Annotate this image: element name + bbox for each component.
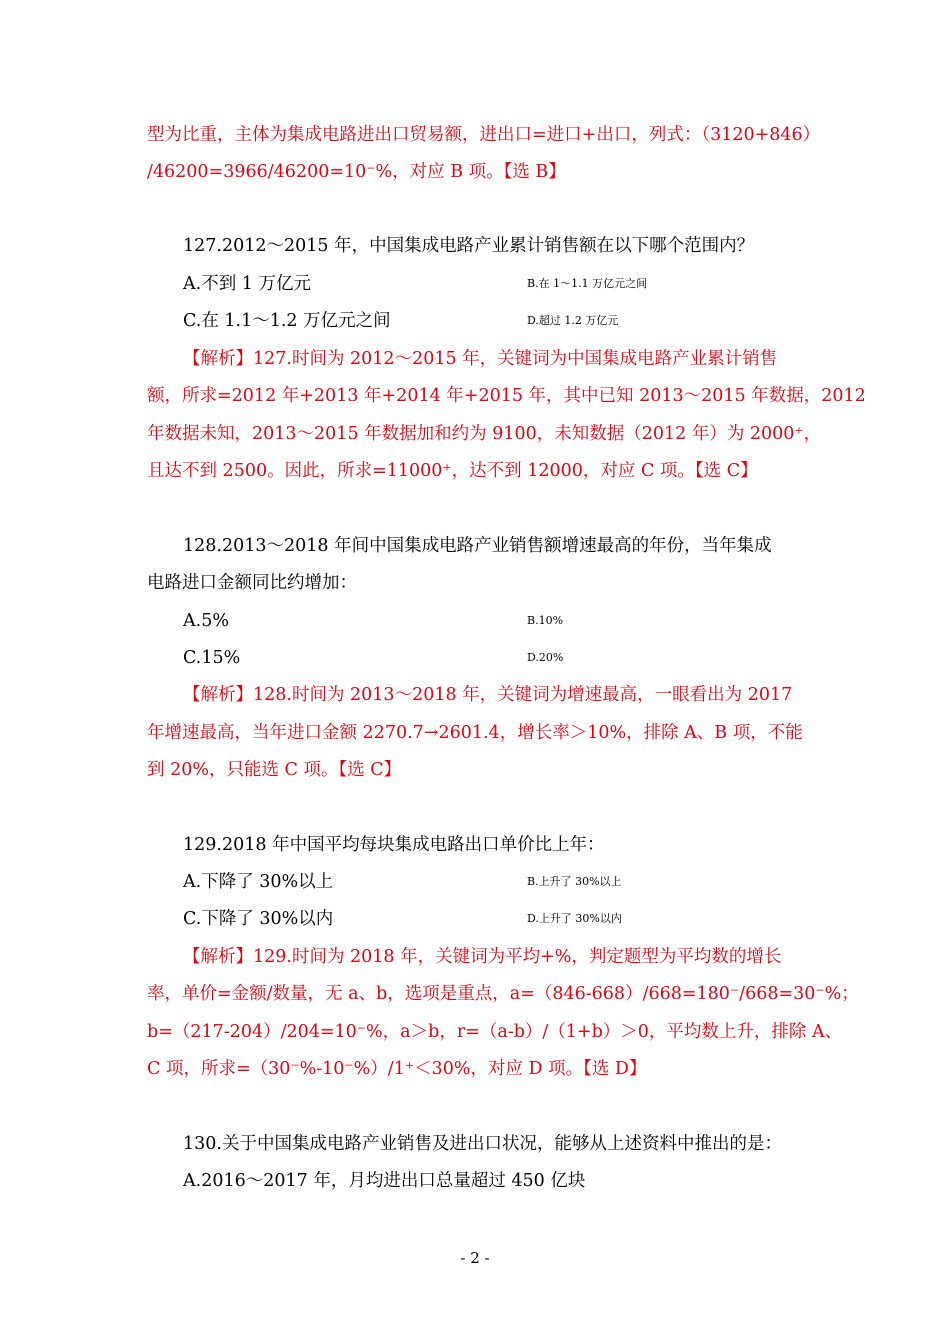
question-127-analysis-line-4: 且达不到 2500。因此，所求=11000⁺，达不到 12000，对应 C 项。【选 C】 xyxy=(147,461,758,481)
question-127-option-c: C.在 1.1～1.2 万亿元之间 xyxy=(183,311,391,331)
question-128-analysis-line-3: 到 20%，只能选 C 项。【选 C】 xyxy=(147,760,402,780)
intro-analysis-line-1: 型为比重，主体为集成电路进出口贸易额，进出口=进口+出口，列式：（3120+846） xyxy=(147,125,821,145)
question-127-option-a: A.不到 1 万亿元 xyxy=(183,274,311,294)
question-128-option-b: B.10% xyxy=(527,614,564,627)
question-128-analysis-line-1: 【解析】128.时间为 2013～2018 年，关键词为增速最高，一眼看出为 2017 xyxy=(183,685,793,705)
question-129-analysis-line-1: 【解析】129.时间为 2018 年，关键词为平均+%，判定题型为平均数的增长 xyxy=(183,947,782,967)
question-129-option-a: A.下降了 30%以上 xyxy=(183,872,334,892)
question-128-text-line-1: 128.2013～2018 年间中国集成电路产业销售额增速最高的年份，当年集成 xyxy=(183,536,772,556)
question-129-option-c: C.下降了 30%以内 xyxy=(183,909,334,929)
question-129-option-d: D.上升了 30%以内 xyxy=(527,912,622,925)
question-128-text-line-2: 电路进口金额同比约增加： xyxy=(147,573,357,593)
question-128-option-a: A.5% xyxy=(183,611,229,631)
question-129-analysis-line-3: b=（217-204）/204=10⁻%，a＞b，r=（a-b）/（1+b）＞0，平均数上升，排除 A、 xyxy=(147,1022,843,1042)
question-127-analysis-line-1: 【解析】127.时间为 2012～2015 年，关键词为中国集成电路产业累计销售 xyxy=(183,349,778,369)
question-130-option-a: A.2016～2017 年，月均进出口总量超过 450 亿块 xyxy=(183,1171,586,1191)
question-128-option-d: D.20% xyxy=(527,651,564,664)
question-130-text: 130.关于中国集成电路产业销售及进出口状况，能够从上述资料中推出的是： xyxy=(183,1134,782,1154)
question-127-analysis-line-3: 年数据未知，2013～2015 年数据加和约为 9100，未知数据（2012 年）为 2000⁺， xyxy=(147,424,822,444)
question-129-text: 129.2018 年中国平均每块集成电路出口单价比上年： xyxy=(183,835,605,855)
question-129-option-b: B.上升了 30%以上 xyxy=(527,875,622,888)
question-127-option-d: D.超过 1.2 万亿元 xyxy=(527,314,619,327)
question-127-option-b: B.在 1～1.1 万亿元之间 xyxy=(527,277,648,290)
question-128-analysis-line-2: 年增速最高，当年进口金额 2270.7→2601.4，增长率＞10%，排除 A、B 项，不能 xyxy=(147,723,803,743)
page-number: - 2 - xyxy=(460,1249,490,1267)
question-128-option-c: C.15% xyxy=(183,648,241,668)
question-127-text: 127.2012～2015 年，中国集成电路产业累计销售额在以下哪个范围内？ xyxy=(183,236,755,256)
question-129-analysis-line-2: 率，单价=金额/数量，无 a、b，选项是重点，a=（846-668）/668=180⁻/668=30⁻%； xyxy=(147,984,859,1004)
intro-analysis-line-2: /46200=3966/46200=10⁻%，对应 B 项。【选 B】 xyxy=(147,162,566,182)
question-129-analysis-line-4: C 项，所求=（30⁻%-10⁻%）/1⁺＜30%，对应 D 项。【选 D】 xyxy=(147,1059,647,1079)
question-127-analysis-line-2: 额，所求=2012 年+2013 年+2014 年+2015 年，其中已知 2013～2015 年数据，2012 xyxy=(147,386,866,406)
